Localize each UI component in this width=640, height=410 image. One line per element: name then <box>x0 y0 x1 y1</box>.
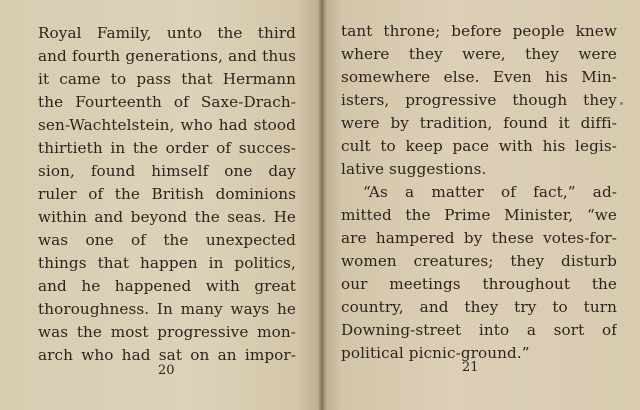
page-number-right: 21 <box>462 360 479 375</box>
left-page-text <box>38 22 296 367</box>
paper-speck <box>620 102 623 105</box>
text-line: thoroughness. In many ways he <box>38 300 296 318</box>
text-line: tant throne; before people knew <box>341 22 617 40</box>
text-line: Royal Family, unto the third <box>38 24 296 42</box>
text-line: are hampered by these votes-for- <box>341 229 617 247</box>
page-number-left: 20 <box>158 363 175 378</box>
text-line: women creatures; they disturb <box>341 252 617 270</box>
text-line: it came to pass that Hermann <box>38 70 296 88</box>
text-line: Downing-street into a sort of <box>341 321 617 339</box>
text-line: “As a matter of fact,” ad- <box>363 183 617 201</box>
text-line: was one of the unexpected <box>38 231 296 249</box>
text-line: somewhere else. Even his Min- <box>341 68 617 86</box>
text-line: arch who had sat on an impor- <box>38 346 296 364</box>
text-line: within and beyond the seas. He <box>38 208 296 226</box>
right-page-text <box>341 20 617 365</box>
text-line: mitted the Prime Minister, “we <box>341 206 617 224</box>
text-line: the Fourteenth of Saxe-Drach- <box>38 93 296 111</box>
text-line: cult to keep pace with his legis- <box>341 137 617 155</box>
text-line: was the most progressive mon- <box>38 323 296 341</box>
text-line: ruler of the British dominions <box>38 185 296 203</box>
book-gutter <box>318 0 326 410</box>
text-line: and fourth generations, and thus <box>38 47 296 65</box>
text-line: our meetings throughout the <box>341 275 617 293</box>
text-line: where they were, they were <box>341 45 617 63</box>
right-page <box>322 0 640 410</box>
text-line: thirtieth in the order of succes- <box>38 139 296 157</box>
text-line: were by tradition, found it diffi- <box>341 114 617 132</box>
text-line: things that happen in politics, <box>38 254 296 272</box>
text-line: isters, progressive though they <box>341 91 617 109</box>
text-line: political picnic-ground.” <box>341 344 530 362</box>
text-line: and he happened with great <box>38 277 296 295</box>
text-line: sen-Wachtelstein, who had stood <box>38 116 296 134</box>
text-line: lative suggestions. <box>341 160 487 178</box>
text-line: sion, found himself one day <box>38 162 296 180</box>
text-line: country, and they try to turn <box>341 298 617 316</box>
